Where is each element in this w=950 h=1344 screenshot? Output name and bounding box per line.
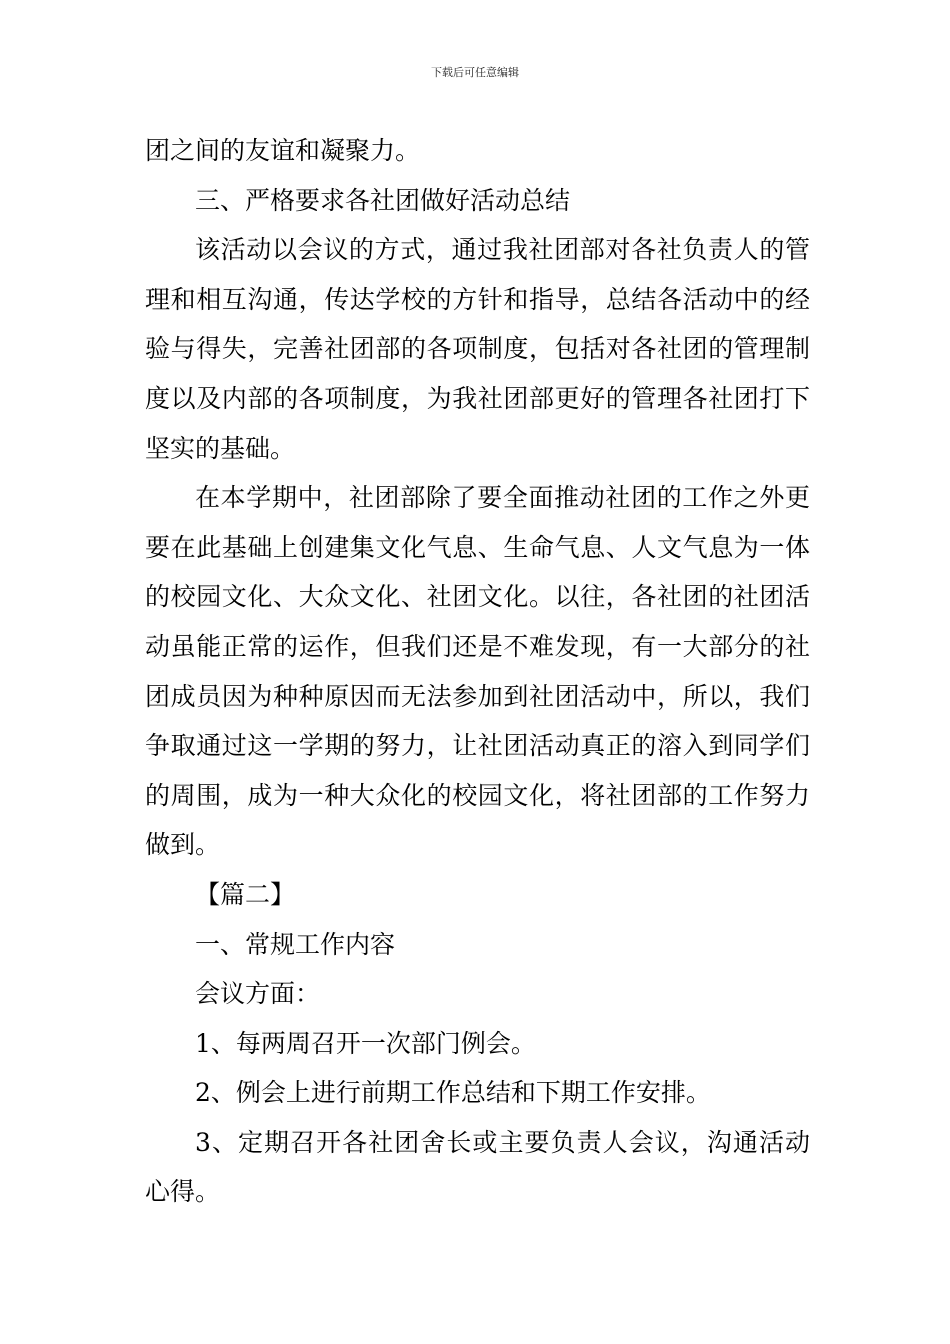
list-item: 1、每两周召开一次部门例会。 <box>195 1028 536 1058</box>
paragraph-semester-plan: 在本学期中，社团部除了要全面推动社团的工作之外更要在此基础上创建集文化气息、生命气息、人文气息为一体的校园文化、大众文化、社团文化。以往，各社团的社团活动虽能正常的运作，但我们还是不难发现，有一大部分的社团成员因为种种原因而无法参加到社团活动中，所以，我们争取通过这一学期的努力，让社团活动真正的溶入到同学们的周围，成为一种大众化的校园文化，将社团部的工作努力做到。 <box>145 483 810 860</box>
list-item: 2、例会上进行前期工作总结和下期工作安排。 <box>195 1078 711 1108</box>
paragraph-summary: 该活动以会议的方式，通过我社团部对各社负责人的管理和相互沟通，传达学校的方针和指导，总结各活动中的经验与得失，完善社团部的各项制度，包括对各社团的管理制度以及内部的各项制度，为我社团部更好的管理各社团打下坚实的基础。 <box>145 235 810 463</box>
document-body <box>145 126 810 1217</box>
chapter-heading: 【篇二】 <box>195 879 296 909</box>
subsection-heading-meetings: 会议方面： <box>195 979 321 1009</box>
paragraph-continuation: 团之间的友谊和凝聚力。 <box>145 136 421 165</box>
list-item: 3、定期召开各社团舍长或主要负责人会议，沟通活动心得。 <box>145 1127 810 1207</box>
section-heading-1: 一、常规工作内容 <box>195 929 396 959</box>
section-heading-3: 三、严格要求各社团做好活动总结 <box>195 185 571 215</box>
page-header-watermark: 下载后可任意编辑 <box>431 66 519 79</box>
